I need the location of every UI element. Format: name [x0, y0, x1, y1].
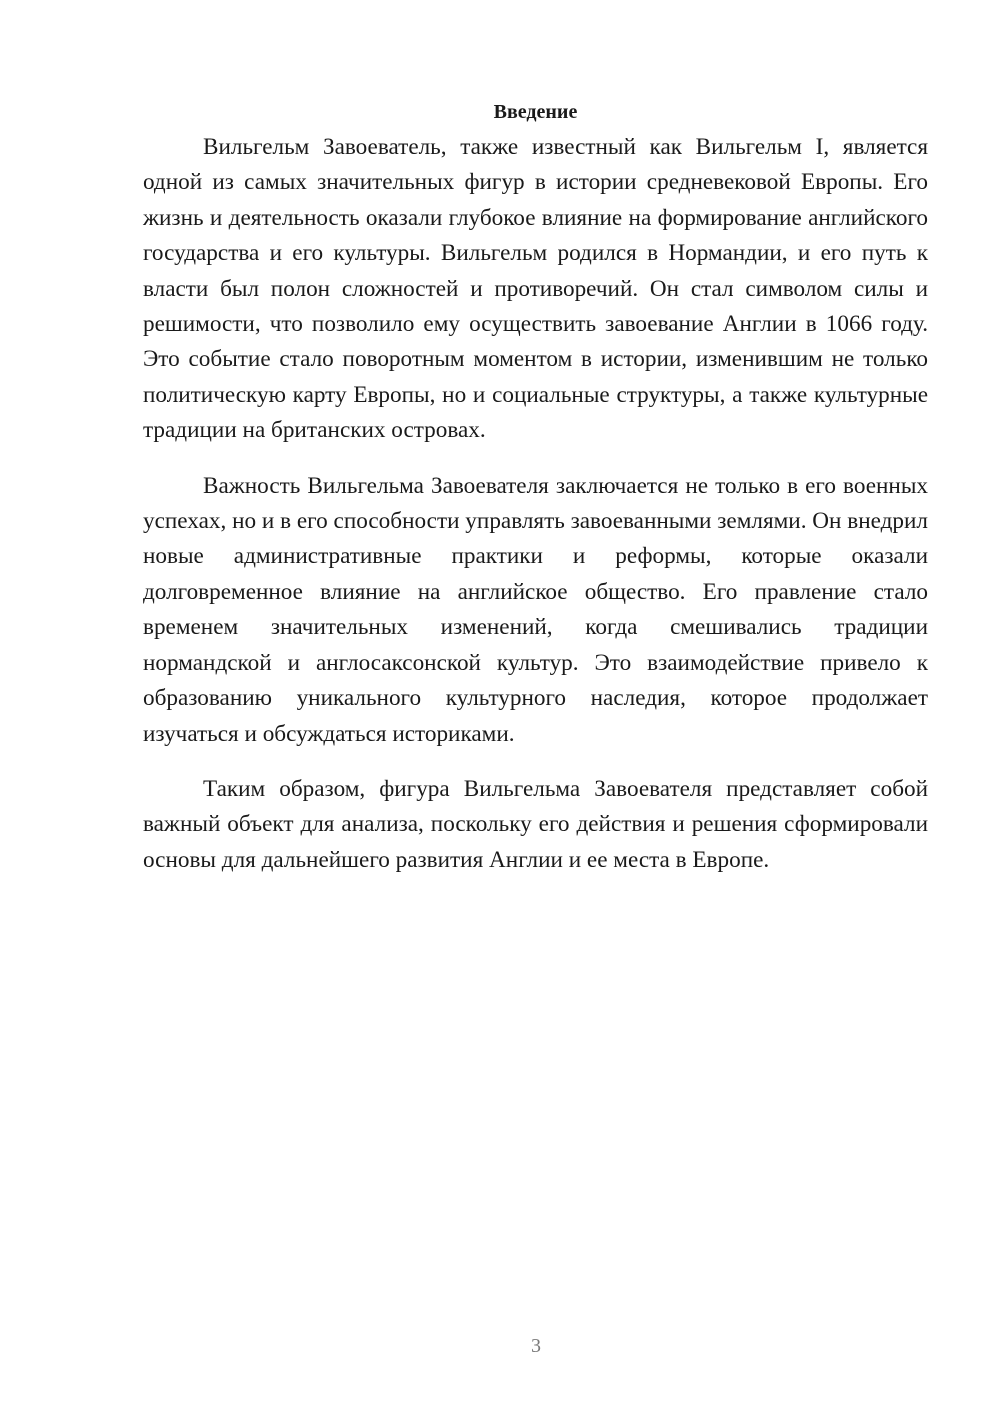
page-content: [143, 94, 928, 878]
paragraph-2: Важность Вильгельма Завоевателя заключается не только в его военных успехах, но и в его способности управлять завоеванными землями. Он внедрил новые административные практики и реформы, которые оказали долговременное влияние на английское общество. Его правление стало временем значительных изменений, когда смешивались традиции нормандской и англосаксонской культур. Это взаимодействие привело к образованию уникального культурного наследия, которое продолжает изучаться и обсуждаться историками.: [143, 472, 928, 747]
paragraph-1: Вильгельм Завоеватель, также известный как Вильгельм I, является одной из самых значительных фигур в истории средневековой Европы. Его жизнь и деятельность оказали глубокое влияние на формирование английского государства и его культуры. Вильгельм родился в Нормандии, и его путь к власти был полон сложностей и противоречий. Он стал символом силы и решимости, что позволило ему осуществить завоевание Англии в 1066 году. Это событие стало поворотным моментом в истории, изменившим не только политическую карту Европы, но и социальные структуры, а также культурные традиции на британских островах.: [143, 134, 928, 444]
page-number-footer: [0, 1334, 1000, 1358]
paragraph-3: Таким образом, фигура Вильгельма Завоевателя представляет собой важный объект для анализа, поскольку его действия и решения сформировали основы для дальнейшего развития Англии и ее места в Европе.: [143, 775, 928, 873]
page-number: 3: [531, 1335, 541, 1357]
section-heading: Введение: [493, 101, 578, 123]
